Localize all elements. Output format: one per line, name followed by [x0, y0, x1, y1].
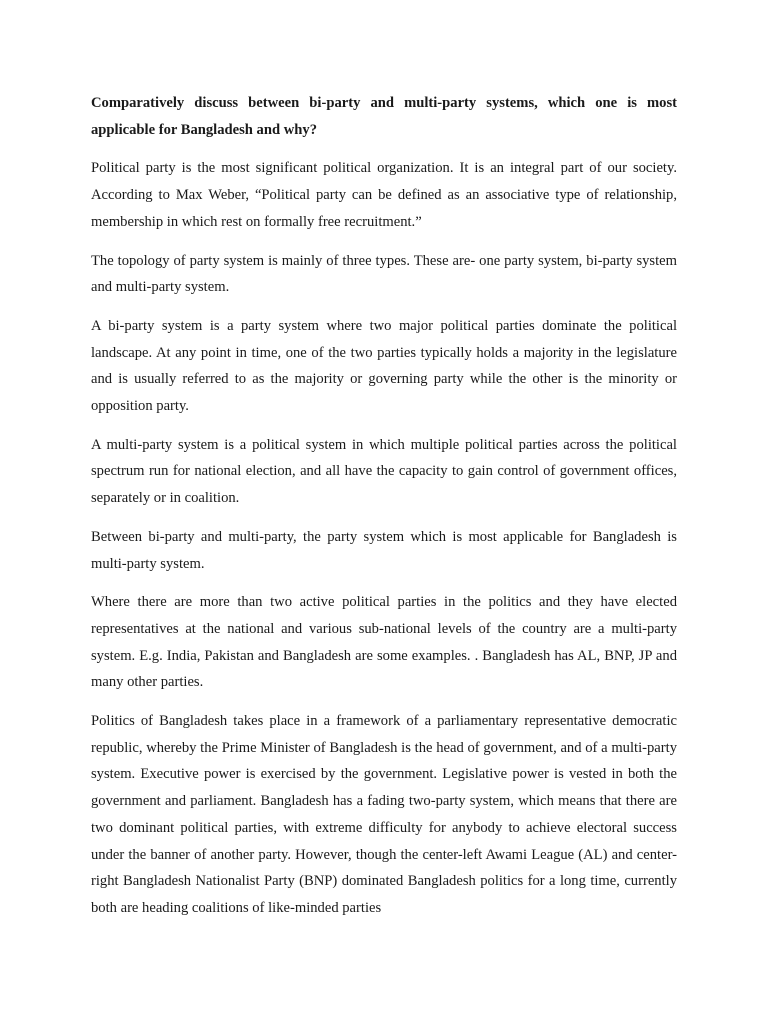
- document-heading: Comparatively discuss between bi-party and multi-party systems, which one is most applicable for Bangladesh and why?: [91, 95, 677, 138]
- paragraph-politics-of-bangladesh: Politics of Bangladesh takes place in a framework of a parliamentary representative democratic republic, whereby the Prime Minister of Bangladesh is the head of government, and of a multi-party system. Executive power is exercised by the government. Legislative power is vested in both the government and parliament. Bangladesh has a fading two-party system, which means that there are two dominant political parties, with extreme difficulty for anybody to achieve electoral success under the banner of another party. However, though the center-left Awami League (AL) and center-right Bangladesh Nationalist Party (BNP) dominated Bangladesh politics for a long time, currently both are heading coalitions of like-minded parties: [91, 713, 677, 916]
- paragraph-multi-party-system: A multi-party system is a political system in which multiple political parties across the political spectrum run for national election, and all have the capacity to gain control of government offices, separately or in coalition.: [91, 436, 677, 507]
- paragraph-party-system-types: The topology of party system is mainly of three types. These are- one party system, bi-party system and multi-party system.: [91, 252, 677, 296]
- document-body: [91, 90, 677, 934]
- paragraph-multi-party-examples: Where there are more than two active political parties in the politics and they have elected representatives at the national and various sub-national levels of the country are a multi-party system. E.g. India, Pakistan and Bangladesh are some examples. . Bangladesh has AL, BNP, JP and many other parties.: [91, 594, 677, 691]
- paragraph-applicable-system: Between bi-party and multi-party, the party system which is most applicable for Bangladesh is multi-party system.: [91, 528, 677, 572]
- paragraph-bi-party-system: A bi-party system is a party system where two major political parties dominate the political landscape. At any point in time, one of the two parties typically holds a majority in the legislature and is usually referred to as the majority or governing party while the other is the minority or opposition party.: [91, 317, 677, 415]
- paragraph-political-party-definition: Political party is the most significant political organization. It is an integral part of our society. According to Max Weber, “Political party can be defined as an associative type of relationship, membership in which rest on formally free recruitment.”: [91, 160, 677, 230]
